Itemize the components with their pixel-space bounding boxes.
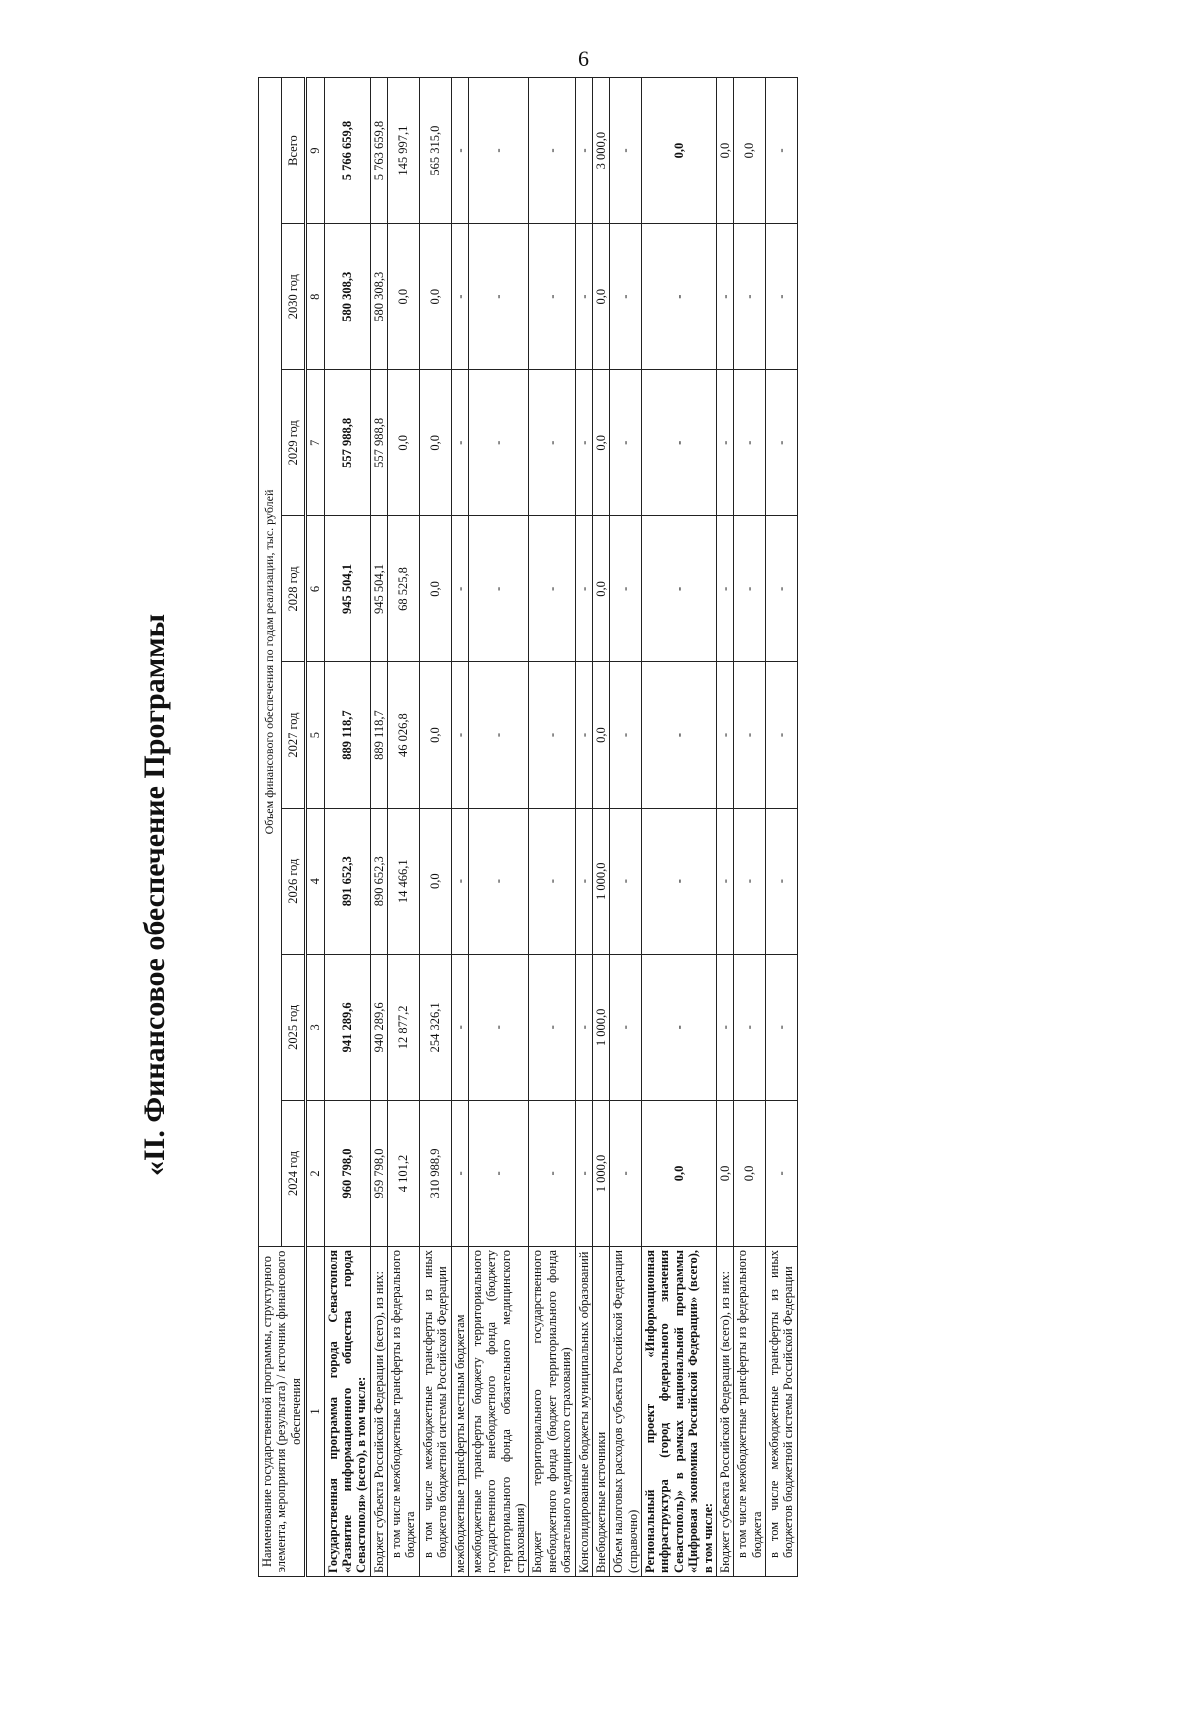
- value-cell: -: [529, 224, 575, 370]
- table-row: [324, 78, 370, 1577]
- value-cell: -: [468, 954, 529, 1100]
- row-name: в том числе межбюджетные трансферты из иных бюджетов бюджетной системы Российской Федерации: [419, 1247, 451, 1577]
- value-cell: -: [734, 516, 766, 662]
- table-row: [716, 78, 733, 1577]
- value-cell: -: [575, 662, 592, 808]
- row-name: Бюджет субъекта Российской Федерации (всего), из них:: [370, 1247, 387, 1577]
- table-row: [592, 78, 609, 1577]
- column-number: 9: [306, 78, 324, 224]
- header-volume: Объем финансового обеспечения по годам реализации, тыс. рублей: [259, 78, 282, 1247]
- value-cell: -: [468, 662, 529, 808]
- value-cell: -: [766, 662, 798, 808]
- value-cell: -: [766, 516, 798, 662]
- column-number: 6: [306, 516, 324, 662]
- column-number: 5: [306, 662, 324, 808]
- value-cell: 1 000,0: [592, 808, 609, 954]
- row-name: Региональный проект «Информационная инфраструктура (город федерального значения Севастополь)» в рамках национальной программы «Цифровая экономика Российской Федерации» (всего), в том числе:: [642, 1247, 717, 1577]
- table-row: [575, 78, 592, 1577]
- value-cell: -: [468, 224, 529, 370]
- column-number: 3: [306, 954, 324, 1100]
- value-cell: -: [451, 662, 468, 808]
- value-cell: 0,0: [716, 1100, 733, 1246]
- value-cell: -: [716, 954, 733, 1100]
- header-name: Наименование государственной программы, структурного элемента, мероприятия (результата) / источник финансового обеспечения: [259, 1247, 306, 1577]
- page-number: 6: [578, 46, 589, 71]
- value-cell: -: [610, 954, 642, 1100]
- table-row: [642, 78, 717, 1577]
- value-cell: -: [451, 78, 468, 224]
- value-cell: -: [766, 224, 798, 370]
- value-cell: -: [529, 516, 575, 662]
- value-cell: 0,0: [592, 370, 609, 516]
- column-number: 2: [306, 1100, 324, 1246]
- year-header: 2030 год: [281, 224, 306, 370]
- value-cell: -: [766, 78, 798, 224]
- value-cell: -: [610, 516, 642, 662]
- value-cell: 68 525,8: [388, 516, 420, 662]
- value-cell: 0,0: [642, 1100, 717, 1246]
- value-cell: -: [529, 954, 575, 1100]
- value-cell: 0,0: [419, 516, 451, 662]
- value-cell: 889 118,7: [370, 662, 387, 808]
- value-cell: 0,0: [419, 808, 451, 954]
- year-header: 2025 год: [281, 954, 306, 1100]
- value-cell: 945 504,1: [324, 516, 370, 662]
- value-cell: -: [766, 1100, 798, 1246]
- value-cell: 1 000,0: [592, 954, 609, 1100]
- value-cell: 941 289,6: [324, 954, 370, 1100]
- column-number: 1: [306, 1247, 324, 1577]
- value-cell: 959 798,0: [370, 1100, 387, 1246]
- value-cell: -: [610, 808, 642, 954]
- value-cell: 891 652,3: [324, 808, 370, 954]
- value-cell: -: [451, 516, 468, 662]
- value-cell: -: [575, 516, 592, 662]
- table-row: [419, 78, 451, 1577]
- value-cell: 0,0: [734, 78, 766, 224]
- value-cell: 0,0: [734, 1100, 766, 1246]
- row-name: Объем налоговых расходов субъекта Российской Федерации (справочно): [610, 1247, 642, 1577]
- column-number: 8: [306, 224, 324, 370]
- value-cell: -: [575, 224, 592, 370]
- value-cell: 0,0: [592, 662, 609, 808]
- value-cell: -: [734, 954, 766, 1100]
- table-row: [370, 78, 387, 1577]
- table-row: [766, 78, 798, 1577]
- value-cell: 5 763 659,8: [370, 78, 387, 224]
- value-cell: 3 000,0: [592, 78, 609, 224]
- table-row: [734, 78, 766, 1577]
- value-cell: -: [451, 370, 468, 516]
- value-cell: 0,0: [388, 224, 420, 370]
- row-name: в том числе межбюджетные трансферты из федерального бюджета: [734, 1247, 766, 1577]
- value-cell: 0,0: [419, 370, 451, 516]
- row-name: межбюджетные трансферты местным бюджетам: [451, 1247, 468, 1577]
- column-number-row: [306, 78, 324, 1577]
- value-cell: 254 326,1: [419, 954, 451, 1100]
- value-cell: 0,0: [419, 224, 451, 370]
- value-cell: 557 988,8: [370, 370, 387, 516]
- value-cell: 0,0: [419, 662, 451, 808]
- rotated-landscape-page: [130, 75, 1070, 1715]
- value-cell: -: [642, 370, 717, 516]
- value-cell: -: [610, 662, 642, 808]
- year-header: 2026 год: [281, 808, 306, 954]
- value-cell: 945 504,1: [370, 516, 387, 662]
- value-cell: -: [575, 1100, 592, 1246]
- table-body: [324, 78, 797, 1577]
- value-cell: 0,0: [592, 224, 609, 370]
- value-cell: -: [610, 370, 642, 516]
- value-cell: 0,0: [642, 78, 717, 224]
- value-cell: 0,0: [592, 516, 609, 662]
- value-cell: -: [716, 662, 733, 808]
- value-cell: 14 466,1: [388, 808, 420, 954]
- value-cell: 0,0: [716, 78, 733, 224]
- financing-table: [258, 77, 798, 1577]
- value-cell: -: [529, 370, 575, 516]
- value-cell: -: [642, 224, 717, 370]
- row-name: Бюджет субъекта Российской Федерации (всего), из них:: [716, 1247, 733, 1577]
- table-row: [451, 78, 468, 1577]
- value-cell: -: [529, 78, 575, 224]
- value-cell: 4 101,2: [388, 1100, 420, 1246]
- value-cell: 12 877,2: [388, 954, 420, 1100]
- value-cell: -: [529, 662, 575, 808]
- value-cell: -: [468, 370, 529, 516]
- value-cell: -: [716, 370, 733, 516]
- value-cell: -: [451, 954, 468, 1100]
- year-header: 2028 год: [281, 516, 306, 662]
- value-cell: -: [610, 1100, 642, 1246]
- value-cell: 940 289,6: [370, 954, 387, 1100]
- value-cell: -: [766, 370, 798, 516]
- value-cell: -: [468, 808, 529, 954]
- table-row: [529, 78, 575, 1577]
- value-cell: 889 118,7: [324, 662, 370, 808]
- value-cell: -: [716, 808, 733, 954]
- value-cell: 0,0: [388, 370, 420, 516]
- value-cell: -: [734, 808, 766, 954]
- value-cell: -: [642, 516, 717, 662]
- value-cell: -: [734, 662, 766, 808]
- value-cell: 960 798,0: [324, 1100, 370, 1246]
- value-cell: -: [451, 808, 468, 954]
- value-cell: -: [766, 954, 798, 1100]
- value-cell: 557 988,8: [324, 370, 370, 516]
- value-cell: -: [642, 808, 717, 954]
- value-cell: -: [734, 370, 766, 516]
- value-cell: -: [575, 808, 592, 954]
- row-name: Государственная программа города Севастополя «Развитие информационного общества города Севастополя» (всего), в том числе:: [324, 1247, 370, 1577]
- table-row: [610, 78, 642, 1577]
- value-cell: -: [610, 224, 642, 370]
- column-number: 4: [306, 808, 324, 954]
- value-cell: 580 308,3: [370, 224, 387, 370]
- value-cell: -: [734, 224, 766, 370]
- table-row: [388, 78, 420, 1577]
- year-header: 2029 год: [281, 370, 306, 516]
- value-cell: -: [716, 224, 733, 370]
- value-cell: 310 988,9: [419, 1100, 451, 1246]
- value-cell: 46 026,8: [388, 662, 420, 808]
- table-row: [468, 78, 529, 1577]
- row-name: Внебюджетные источники: [592, 1247, 609, 1577]
- value-cell: -: [468, 78, 529, 224]
- value-cell: 890 652,3: [370, 808, 387, 954]
- value-cell: -: [766, 808, 798, 954]
- value-cell: -: [575, 370, 592, 516]
- value-cell: -: [610, 78, 642, 224]
- year-header: 2027 год: [281, 662, 306, 808]
- row-name: межбюджетные трансферты бюджету территориального государственного внебюджетного фонда (бюджету территориального фонда обязательного медицинского страхования): [468, 1247, 529, 1577]
- row-name: Консолидированные бюджеты муниципальных образований: [575, 1247, 592, 1577]
- value-cell: -: [642, 662, 717, 808]
- value-cell: 1 000,0: [592, 1100, 609, 1246]
- value-cell: -: [575, 78, 592, 224]
- value-cell: -: [468, 516, 529, 662]
- value-cell: -: [529, 1100, 575, 1246]
- row-name: в том числе межбюджетные трансферты из федерального бюджета: [388, 1247, 420, 1577]
- section-title: «II. Финансовое обеспечение Программы: [138, 613, 171, 1177]
- value-cell: 565 315,0: [419, 78, 451, 224]
- value-cell: -: [716, 516, 733, 662]
- value-cell: -: [529, 808, 575, 954]
- value-cell: 580 308,3: [324, 224, 370, 370]
- value-cell: -: [451, 1100, 468, 1246]
- value-cell: -: [575, 954, 592, 1100]
- value-cell: 145 997,1: [388, 78, 420, 224]
- row-name: Бюджет территориального государственного внебюджетного фонда (бюджет территориального фонда обязательного медицинского страхования): [529, 1247, 575, 1577]
- value-cell: -: [642, 954, 717, 1100]
- value-cell: 5 766 659,8: [324, 78, 370, 224]
- year-header: Всего: [281, 78, 306, 224]
- value-cell: -: [451, 224, 468, 370]
- row-name: в том числе межбюджетные трансферты из иных бюджетов бюджетной системы Российской Федерации: [766, 1247, 798, 1577]
- value-cell: -: [468, 1100, 529, 1246]
- column-number: 7: [306, 370, 324, 516]
- year-header: 2024 год: [281, 1100, 306, 1246]
